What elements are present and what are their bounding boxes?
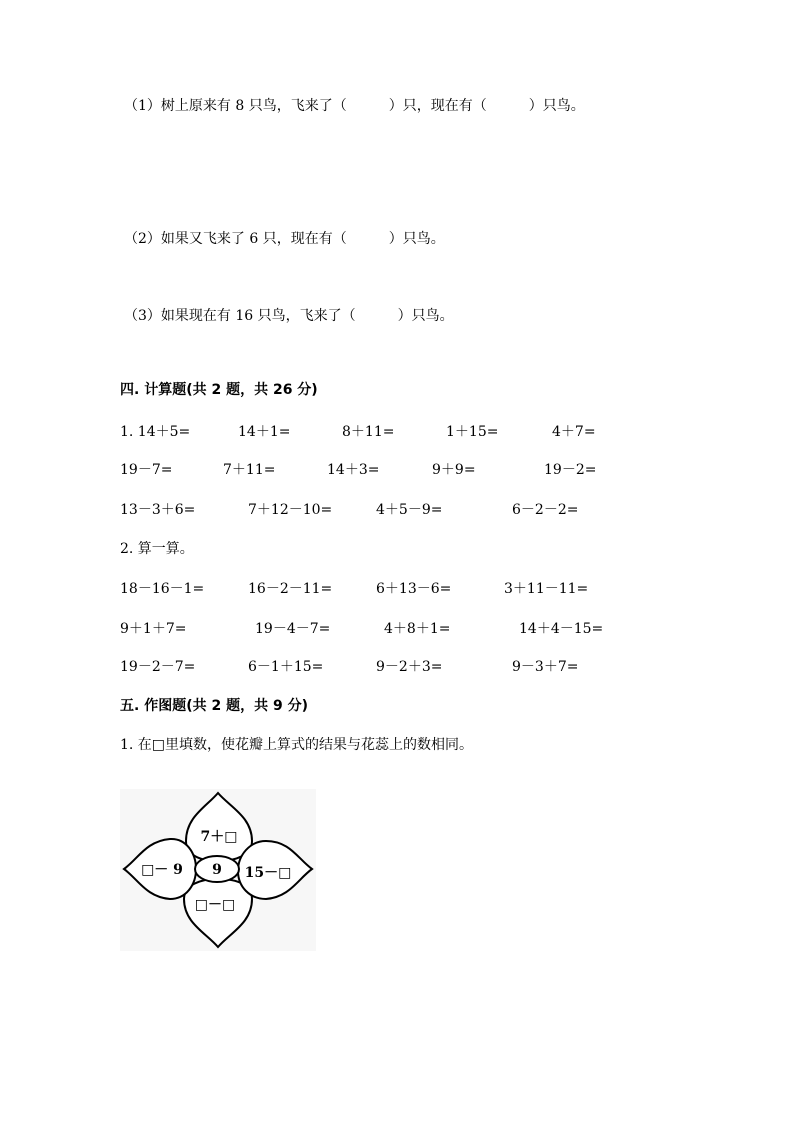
calc-item: 7＋11= [223,462,276,478]
calc-row [120,459,640,479]
bottom-petal-expression: □－□ [194,897,236,913]
left-petal-expression: □－ 9 [141,862,183,878]
calc-item: 19－7= [120,462,173,478]
drawing-question-1: 1. 在□里填数，使花瓣上算式的结果与花蕊上的数相同。 [120,737,474,753]
calc-row [120,578,640,598]
calc-row [120,499,640,519]
question-3: （3）如果现在有 16 只鸟，飞来了（ ）只鸟。 [124,308,454,324]
question-2: （2）如果又飞来了 6 只，现在有（ ）只鸟。 [124,231,445,247]
right-petal-expression: 15－□ [244,865,292,881]
calc-item: 16－2－11= [248,581,333,597]
calc-item: 7＋12－10= [248,502,333,518]
problem-2-label: 2. 算一算。 [120,541,194,557]
section-title-calculation: 四. 计算题(共 2 题，共 26 分) [120,382,318,398]
calc-row [120,656,640,676]
calc-item: 18－16－1= [120,581,205,597]
calc-row [120,618,640,638]
calc-item: 19－2= [544,462,597,478]
calc-item: 4＋7= [552,424,596,440]
calc-item: 14＋4－15= [519,621,604,637]
calc-item: 4＋5－9= [376,502,443,518]
calc-item: 1＋15= [446,424,499,440]
calc-item: 6＋13－6= [376,581,452,597]
calc-item: 14＋1= [238,424,291,440]
flower-diagram [120,789,316,951]
calc-item: 3＋11－11= [504,581,589,597]
calc-item: 9－3＋7= [512,659,579,675]
calc-item: 13－3＋6= [120,502,196,518]
center-number: 9 [212,862,222,878]
calc-item: 19－4－7= [255,621,331,637]
top-petal-expression: 7＋□ [200,829,238,845]
calc-item: 1. 14＋5= [120,424,191,440]
calc-item: 4＋8＋1= [384,621,451,637]
question-1: （1）树上原来有 8 只鸟，飞来了（ ）只，现在有（ ）只鸟。 [124,98,585,114]
calc-item: 6－1＋15= [248,659,324,675]
calc-item: 9＋1＋7= [120,621,187,637]
calc-item: 14＋3= [327,462,380,478]
section-title-drawing: 五. 作图题(共 2 题，共 9 分) [120,698,308,714]
calc-item: 9＋9= [432,462,476,478]
calc-item: 9－2＋3= [376,659,443,675]
calc-item: 19－2－7= [120,659,196,675]
calc-item: 8＋11= [342,424,395,440]
calc-row [120,421,640,441]
calc-item: 6－2－2= [512,502,579,518]
